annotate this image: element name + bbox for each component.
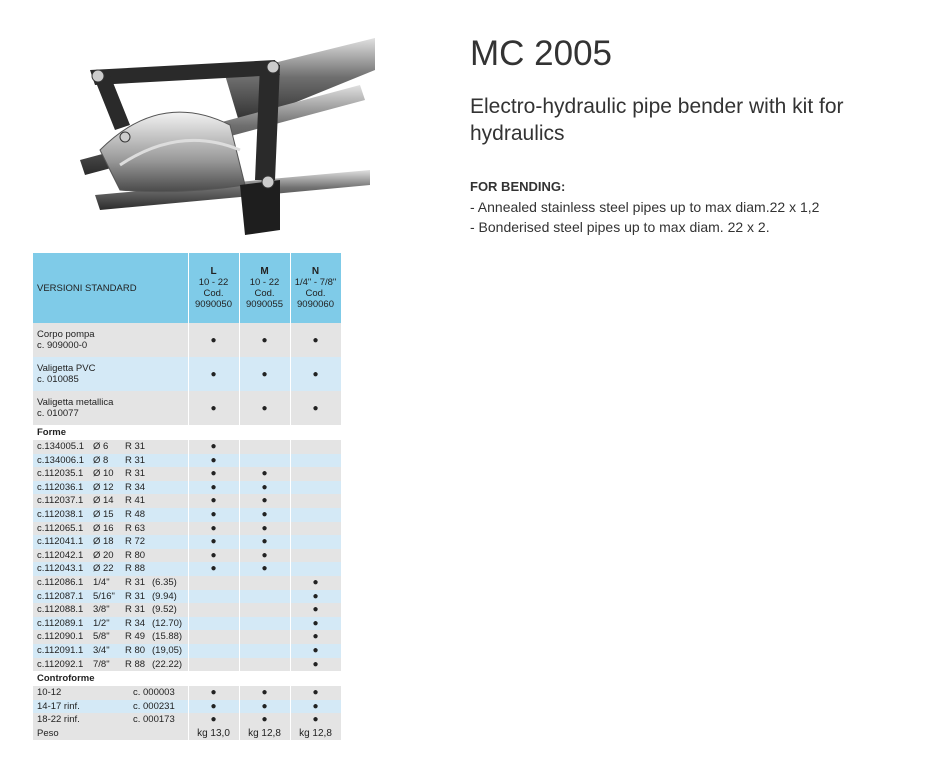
table-row xyxy=(33,467,341,481)
forme-label: c.112086.1 1/4" R 31 (6.35) xyxy=(33,576,188,590)
product-subtitle: Electro-hydraulic pipe bender with kit for hydraulics xyxy=(470,95,844,145)
pipe-bender-photo xyxy=(40,30,380,245)
version-col-n: N 1/4" - 7/8" Cod. 9090060 xyxy=(290,253,341,323)
table-row xyxy=(33,391,341,425)
peso-value-n: kg 12,8 xyxy=(290,727,341,741)
dot-cell-l xyxy=(188,590,239,604)
dot-cell-n xyxy=(290,535,341,549)
dot-cell-n: ● xyxy=(290,323,341,357)
forme-label: c.112088.1 3/8" R 31 (9.52) xyxy=(33,603,188,617)
forme-label: c.134006.1 Ø 8 R 31 xyxy=(33,454,188,468)
table-row xyxy=(33,454,341,468)
dot-cell-l: ● xyxy=(188,700,239,714)
dot-cell-l: ● xyxy=(188,323,239,357)
dot-cell-m: ● xyxy=(239,357,290,391)
controforme-section xyxy=(33,671,341,686)
dot-cell-n: ● xyxy=(290,617,341,631)
table-row xyxy=(33,323,341,357)
dot-cell-m: ● xyxy=(239,508,290,522)
forme-label: c.112037.1 Ø 14 R 41 xyxy=(33,494,188,508)
dot-cell-l xyxy=(188,603,239,617)
dot-cell-l: ● xyxy=(188,713,239,727)
dot-cell-m: ● xyxy=(239,700,290,714)
dot-cell-n xyxy=(290,562,341,576)
dot-cell-l: ● xyxy=(188,686,239,700)
dot-cell-m: ● xyxy=(239,535,290,549)
dot-cell-n: ● xyxy=(290,391,341,425)
dot-cell-l xyxy=(188,630,239,644)
dot-cell-m xyxy=(239,630,290,644)
forme-label: c.112035.1 Ø 10 R 31 xyxy=(33,467,188,481)
table-row xyxy=(33,522,341,536)
forme-label: c.112065.1 Ø 16 R 63 xyxy=(33,522,188,536)
table-row xyxy=(33,357,341,391)
dot-cell-l: ● xyxy=(188,562,239,576)
bending-item: - Bonderised steel pipes up to max diam. 22 x 2. xyxy=(470,219,770,235)
dot-cell-m: ● xyxy=(239,494,290,508)
dot-cell-n xyxy=(290,481,341,495)
table-row xyxy=(33,713,341,727)
dot-cell-n xyxy=(290,494,341,508)
dot-cell-l: ● xyxy=(188,357,239,391)
version-col-m: M 10 - 22 Cod. 9090055 xyxy=(239,253,290,323)
forme-section xyxy=(33,425,341,440)
version-col-l: L 10 - 22 Cod. 9090050 xyxy=(188,253,239,323)
dot-cell-n xyxy=(290,467,341,481)
peso-value-m: kg 12,8 xyxy=(239,727,290,741)
table-row xyxy=(33,535,341,549)
row-label: Valigetta metallica c. 010077 xyxy=(33,391,188,425)
dot-cell-n: ● xyxy=(290,658,341,672)
table-row xyxy=(33,630,341,644)
dot-cell-m xyxy=(239,603,290,617)
table-row xyxy=(33,494,341,508)
versions-label: VERSIONI STANDARD xyxy=(33,253,188,323)
dot-cell-m xyxy=(239,454,290,468)
forme-label: c.112091.1 3/4" R 80 (19,05) xyxy=(33,644,188,658)
dot-cell-l: ● xyxy=(188,440,239,454)
dot-cell-m xyxy=(239,590,290,604)
table-row xyxy=(33,603,341,617)
dot-cell-n xyxy=(290,508,341,522)
forme-section-label: Forme xyxy=(33,425,341,440)
peso-label: Peso xyxy=(33,727,188,741)
dot-cell-n: ● xyxy=(290,700,341,714)
controforme-section-label: Controforme xyxy=(33,671,341,686)
table-row xyxy=(33,617,341,631)
dot-cell-n: ● xyxy=(290,630,341,644)
forme-label: c.112087.1 5/16" R 31 (9.94) xyxy=(33,590,188,604)
table-row xyxy=(33,576,341,590)
table-header-row xyxy=(33,253,341,323)
bending-specs xyxy=(470,177,819,237)
dot-cell-m: ● xyxy=(239,686,290,700)
table-row xyxy=(33,590,341,604)
dot-cell-m: ● xyxy=(239,549,290,563)
controforme-label: 14-17 rinf. c. 000231 xyxy=(33,700,188,714)
dot-cell-m: ● xyxy=(239,522,290,536)
product-title: MC 2005 xyxy=(470,34,613,73)
dot-cell-m: ● xyxy=(239,713,290,727)
dot-cell-n: ● xyxy=(290,603,341,617)
dot-cell-l: ● xyxy=(188,494,239,508)
dot-cell-n: ● xyxy=(290,713,341,727)
dot-cell-l: ● xyxy=(188,508,239,522)
forme-label: c.112090.1 5/8" R 49 (15.88) xyxy=(33,630,188,644)
table-row xyxy=(33,686,341,700)
dot-cell-n: ● xyxy=(290,644,341,658)
row-label: Corpo pompa c. 909000-0 xyxy=(33,323,188,357)
dot-cell-m: ● xyxy=(239,391,290,425)
forme-label: c.112036.1 Ø 12 R 34 xyxy=(33,481,188,495)
dot-cell-m xyxy=(239,576,290,590)
controforme-label: 18-22 rinf. c. 000173 xyxy=(33,713,188,727)
forme-label: c.112089.1 1/2" R 34 (12.70) xyxy=(33,617,188,631)
row-label: Valigetta PVC c. 010085 xyxy=(33,357,188,391)
dot-cell-l: ● xyxy=(188,549,239,563)
dot-cell-n xyxy=(290,549,341,563)
dot-cell-n: ● xyxy=(290,590,341,604)
dot-cell-n xyxy=(290,454,341,468)
peso-row xyxy=(33,727,341,741)
dot-cell-m xyxy=(239,644,290,658)
dot-cell-n xyxy=(290,440,341,454)
bending-item: - Annealed stainless steel pipes up to max diam.22 x 1,2 xyxy=(470,199,820,215)
dot-cell-l: ● xyxy=(188,391,239,425)
forme-label: c.112092.1 7/8" R 88 (22.22) xyxy=(33,658,188,672)
dot-cell-m: ● xyxy=(239,323,290,357)
table-row xyxy=(33,658,341,672)
table-row xyxy=(33,549,341,563)
dot-cell-n: ● xyxy=(290,357,341,391)
controforme-label: 10-12 c. 000003 xyxy=(33,686,188,700)
dot-cell-l xyxy=(188,576,239,590)
dot-cell-m: ● xyxy=(239,481,290,495)
dot-cell-l xyxy=(188,617,239,631)
dot-cell-m: ● xyxy=(239,467,290,481)
dot-cell-n: ● xyxy=(290,686,341,700)
versions-table xyxy=(33,253,341,740)
dot-cell-l xyxy=(188,644,239,658)
table-row xyxy=(33,440,341,454)
forme-label: c.112043.1 Ø 22 R 88 xyxy=(33,562,188,576)
dot-cell-m: ● xyxy=(239,562,290,576)
dot-cell-m xyxy=(239,617,290,631)
dot-cell-l xyxy=(188,658,239,672)
dot-cell-n: ● xyxy=(290,576,341,590)
forme-label: c.112041.1 Ø 18 R 72 xyxy=(33,535,188,549)
table-row xyxy=(33,508,341,522)
forme-label: c.112042.1 Ø 20 R 80 xyxy=(33,549,188,563)
bending-heading: FOR BENDING: xyxy=(470,179,566,194)
table-row xyxy=(33,700,341,714)
table-row xyxy=(33,644,341,658)
dot-cell-n xyxy=(290,522,341,536)
table-row xyxy=(33,481,341,495)
dot-cell-m xyxy=(239,658,290,672)
dot-cell-l: ● xyxy=(188,454,239,468)
forme-label: c.134005.1 Ø 6 R 31 xyxy=(33,440,188,454)
peso-value-l: kg 13,0 xyxy=(188,727,239,741)
dot-cell-m xyxy=(239,440,290,454)
dot-cell-l: ● xyxy=(188,522,239,536)
forme-label: c.112038.1 Ø 15 R 48 xyxy=(33,508,188,522)
dot-cell-l: ● xyxy=(188,535,239,549)
dot-cell-l: ● xyxy=(188,467,239,481)
table-row xyxy=(33,562,341,576)
dot-cell-l: ● xyxy=(188,481,239,495)
